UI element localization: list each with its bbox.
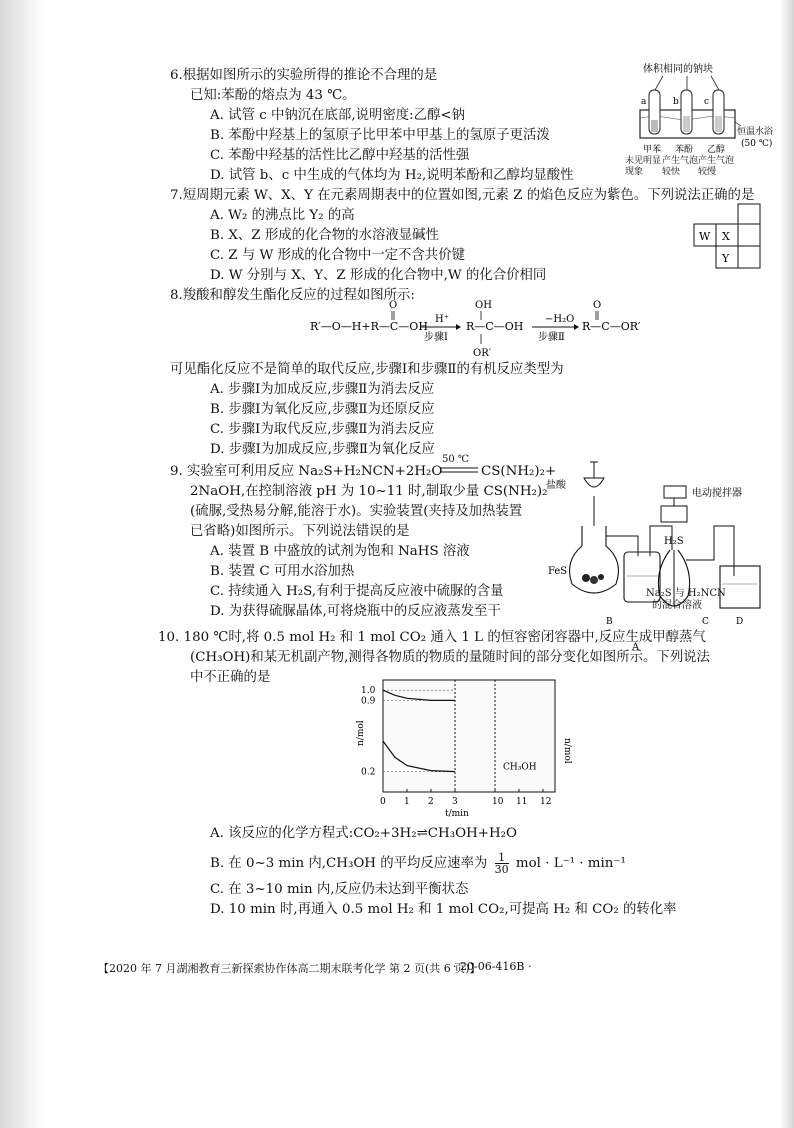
q6-stem: 6.根据如图所示的实验所得的推论不合理的是	[170, 68, 438, 83]
x-axis-label: t/min	[445, 809, 469, 819]
q9-line4: 已省略)如图所示。下列说法错误的是	[190, 524, 410, 539]
y-tick-label-1.0: 1.0	[361, 686, 376, 697]
x-tick-label-2: 2	[428, 797, 434, 807]
q9-option-a: A. 装置 B 中盛放的试剂为饱和 NaHS 溶液	[210, 544, 470, 559]
acid-label: 盐酸	[546, 480, 566, 491]
q10-chart	[355, 672, 595, 822]
mid-top: OH	[475, 300, 492, 311]
q10-line2: (CH₃OH)和某无机副产物,测得各物质的物质的量随时间的部分变化如图所示。下列说法	[190, 650, 710, 665]
cell-y: Y	[722, 252, 730, 265]
q7-stem: 7.短周期元素 W、X、Y 在元素周期表中的位置如图,元素 Z 的焰色反应为紫色。下列说法正确的是	[170, 188, 755, 203]
q6-fig-title: 体积相同的钠块	[643, 64, 713, 75]
product-carbonyl-o: O	[593, 300, 602, 311]
footer-exam-info: 【2020 年 7 月湖湘教育三新探索协作体高二期末联考化学 第 2 页(共 6 页)】	[98, 962, 481, 975]
q7-option-a: A. W₂ 的沸点比 Y₂ 的高	[210, 208, 355, 223]
product: R—C—OR′	[582, 320, 641, 333]
x-tick-label-11: 11	[516, 797, 528, 807]
q7-option-c: C. Z 与 W 形成的化合物中一定不含共价键	[210, 248, 465, 263]
q9-line1-a: 9. 实验室可利用反应 Na₂S+H₂NCN+2H₂O	[170, 464, 443, 479]
sub-phenol: 苯酚	[675, 145, 694, 155]
x-tick-label-10: 10	[492, 797, 504, 807]
q10-option-a: A. 该反应的化学方程式:CO₂+3H₂⇌CH₃OH+H₂O	[210, 826, 517, 841]
q7-periodic-table	[688, 202, 764, 270]
sub-ethanol: 乙醇	[707, 145, 726, 155]
q8-scheme	[310, 300, 770, 360]
x-tick-label-0: 0	[380, 797, 386, 807]
x-tick-label-12: 12	[540, 797, 552, 807]
q9-option-b: B. 装置 C 可用水浴加热	[210, 564, 355, 579]
annotation-ch3oh: CH₃OH	[503, 762, 537, 773]
y-tick-label-0.9: 0.9	[361, 696, 376, 707]
label-a: A	[632, 642, 640, 653]
result-toluene: 未见明显现象	[625, 156, 662, 177]
tube-b-label: b	[673, 97, 679, 107]
q8-line2: 可见酯化反应不是简单的取代反应,步骤Ⅰ和步骤Ⅱ的有机反应类型为	[170, 362, 564, 377]
q6-note: 已知:苯酚的熔点为 43 ℃。	[190, 88, 356, 103]
bath-temp: (50 ℃)	[741, 139, 773, 149]
q8-option-b: B. 步骤Ⅰ为氧化反应,步骤Ⅱ为还原反应	[210, 402, 435, 417]
bath-label: 恒温水浴	[737, 127, 774, 137]
cond2: −H₂O	[545, 314, 575, 325]
q6-option-b: B. 苯酚中羟基上的氢原子比甲苯中甲基上的氢原子更活泼	[210, 128, 550, 143]
q10-option-b-text: B. 在 0~3 min 内,CH₃OH 的平均反应速率为	[210, 856, 488, 871]
label-d: D	[736, 617, 744, 627]
q10-option-c: C. 在 3~10 min 内,反应仍未达到平衡状态	[210, 882, 469, 897]
cell-x: X	[722, 230, 730, 243]
x-tick-label-1: 1	[404, 797, 410, 807]
q8-option-a: A. 步骤Ⅰ为加成反应,步骤Ⅱ为消去反应	[210, 382, 435, 397]
y-axis-label-right: n/mol	[562, 738, 572, 764]
q6-option-c: C. 苯酚中羟基的活性比乙醇中羟基的活性强	[210, 148, 470, 163]
scan-shadow-right	[780, 0, 794, 1128]
sub-toluene: 甲苯	[643, 145, 662, 155]
mix-label-a: Na₂S 与 H₂NCN	[646, 588, 726, 599]
q6-option-a: A. 试管 c 中钠沉在底部,说明密度:乙醇<钠	[210, 108, 466, 123]
tube-c-label: c	[704, 97, 710, 107]
q7-option-b: B. X、Z 形成的化合物的水溶液显碱性	[210, 228, 439, 243]
result-ethanol: 产生气泡较慢	[698, 156, 735, 177]
mix-label-b: 的混合溶液	[652, 600, 702, 611]
reactants: R′—O—H+R—C—OH	[310, 320, 428, 333]
q7-option-d: D. W 分别与 X、Y、Z 形成的化合物中,W 的化合价相同	[210, 268, 547, 283]
label-b: B	[606, 617, 613, 627]
q10-option-d: D. 10 min 时,再通入 0.5 mol H₂ 和 1 mol CO₂,可提高 H₂ 和 CO₂ 的转化率	[210, 902, 677, 917]
q10-line3: 中不正确的是	[190, 670, 271, 685]
tube-a-label: a	[641, 97, 647, 107]
mid: R—C—OH	[466, 320, 524, 333]
q6-option-d: D. 试管 b、c 中生成的气体均为 H₂,说明苯酚和乙醇均显酸性	[210, 168, 574, 183]
h2s-label: H₂S	[664, 536, 684, 547]
q10-option-b	[210, 852, 626, 875]
mid-bottom: OR′	[473, 348, 491, 359]
fraction	[495, 852, 509, 875]
y-axis-label: n/mol	[356, 720, 366, 746]
label-c: C	[702, 617, 709, 627]
plot-frame	[383, 680, 555, 792]
fraction-num: 1	[495, 852, 509, 864]
q9-line2: 2NaOH,在控制溶液 pH 为 10~11 时,制取少量 CS(NH₂)₂	[190, 484, 548, 499]
step2: 步骤Ⅱ	[538, 332, 565, 343]
q10-line1: 10. 180 ℃时,将 0.5 mol H₂ 和 1 mol CO₂ 通入 1 L 的恒容密闭容器中,反应生成甲醇蒸气	[158, 630, 706, 645]
q9-option-c: C. 持续通入 H₂S,有利于提高反应液中硫脲的含量	[210, 584, 504, 599]
y-tick-label-0.2: 0.2	[361, 767, 376, 778]
q9-cond: 50 ℃	[442, 454, 470, 465]
q9-line1-b: CS(NH₂)₂+	[481, 464, 557, 479]
reactant-carbonyl-o: O	[389, 300, 398, 311]
stirrer-label: 电动搅拌器	[692, 488, 742, 499]
x-tick-label-3: 3	[452, 797, 458, 807]
fraction-den: 30	[494, 863, 509, 876]
q8-stem: 8.羧酸和醇发生酯化反应的过程如图所示:	[170, 288, 415, 303]
q9-line3: (硫脲,受热易分解,能溶于水)。实验装置(夹持及加热装置	[190, 504, 523, 519]
step1: 步骤Ⅰ	[424, 332, 448, 343]
exam-page	[158, 60, 774, 960]
result-phenol: 产生气泡较快	[662, 156, 699, 177]
cell-w: W	[699, 230, 711, 243]
scan-shadow-left	[0, 0, 44, 1128]
catalyst: H⁺	[435, 314, 449, 325]
footer-code: · 20-06-416B ·	[453, 960, 532, 973]
q8-option-c: C. 步骤Ⅰ为取代反应,步骤Ⅱ为消去反应	[210, 422, 435, 437]
fes-label: FeS	[548, 566, 568, 577]
q10-option-b-unit: mol · L⁻¹ · min⁻¹	[515, 856, 626, 871]
q8-option-d: D. 步骤Ⅰ为加成反应,步骤Ⅱ为氧化反应	[210, 442, 435, 457]
q9-equal-sign	[438, 466, 480, 474]
q9-option-d: D. 为获得硫脲晶体,可将烧瓶中的反应液蒸发至干	[210, 604, 501, 619]
